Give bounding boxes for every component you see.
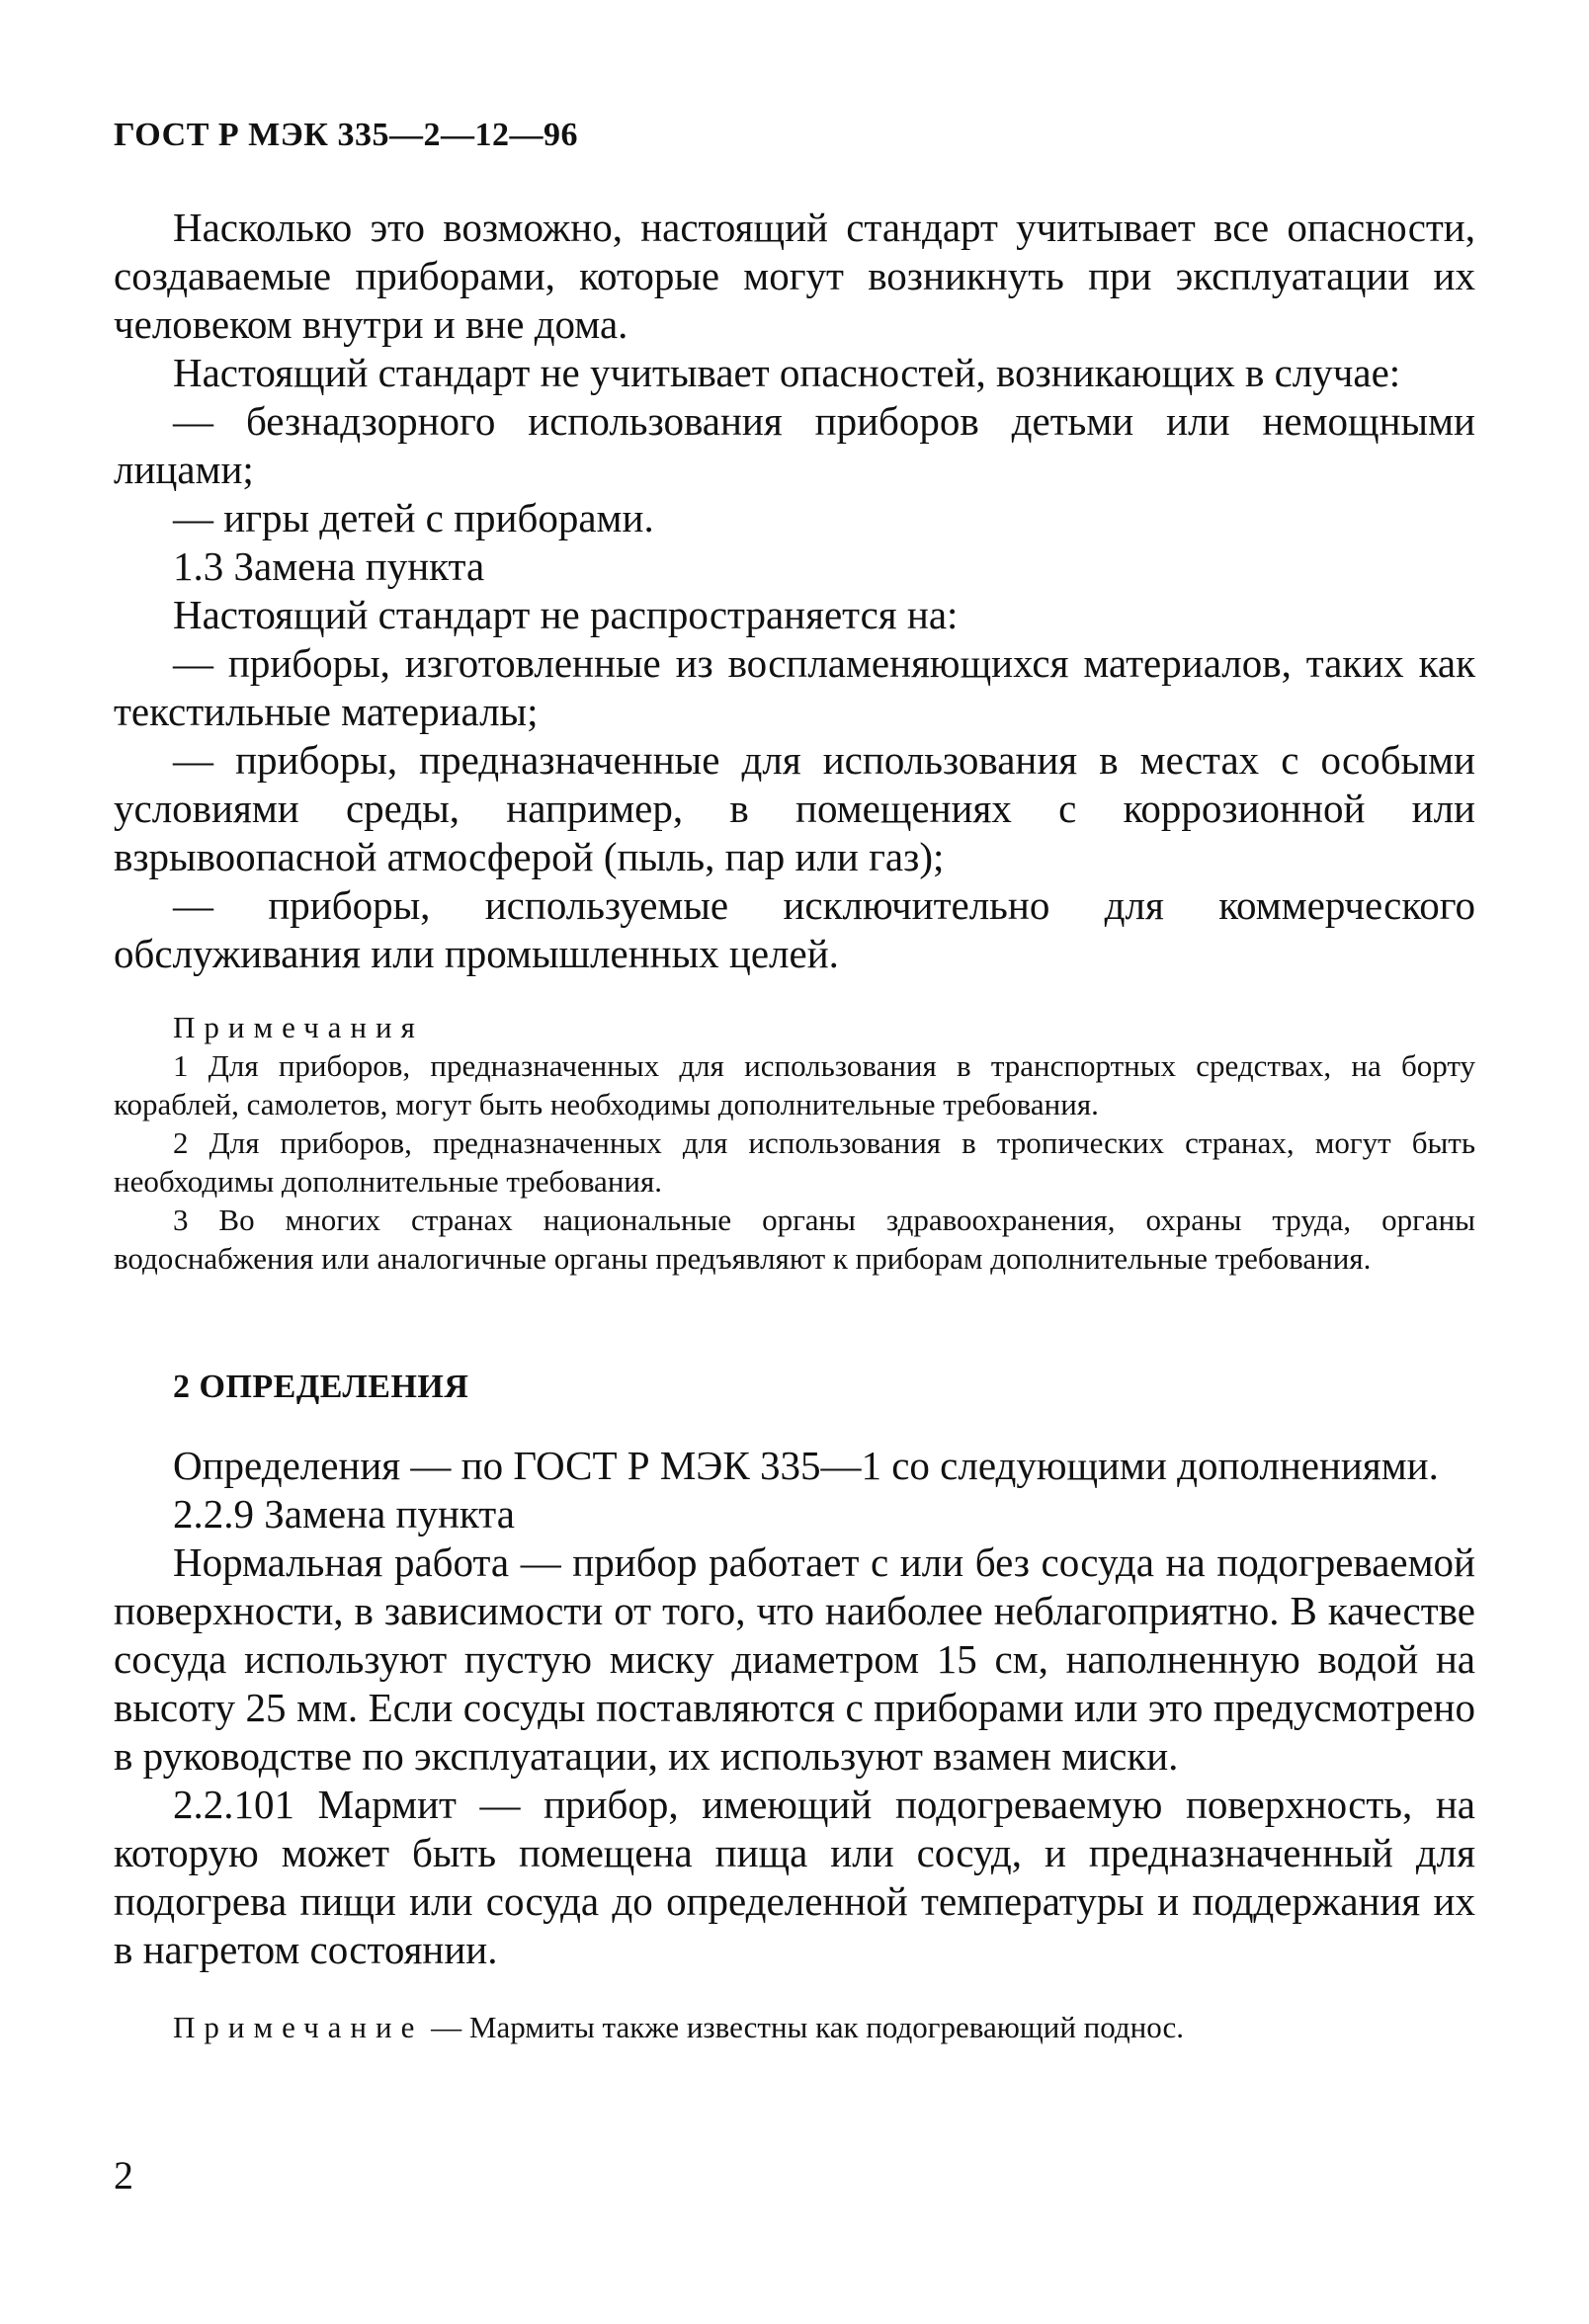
final-note xyxy=(173,2008,1475,2046)
paragraph: Нормальная работа — прибор работает с или без сосуда на подогреваемой поверхности, в зависимости от того, что наиболее неблагоприятно. В качестве сосуда используют пустую миску диаметром 15 см, наполненную водой на высоту 25 мм. Если сосуды поставляются с приборами или это предусмотрено в руководстве по эксплуатации, их используют взамен миски. xyxy=(114,1539,1475,1779)
paragraph: Настоящий стандарт не учитывает опасностей, возникающих в случае: xyxy=(173,350,1401,395)
note-item: 1 Для приборов, предназначенных для использования в транспортных средствах, на борту кораблей, самолетов, могут быть необходимы дополнительные требования. xyxy=(114,1048,1475,1121)
final-note-label: Примечание xyxy=(173,2010,424,2044)
definition-paragraph: 2.2.101 Мармит — прибор, имеющий подогреваемую поверхность, на которую может быть помещена пища или сосуд, и предназначенный для подогрева пищи или сосуда до определенной температуры и поддержания их в нагретом состоянии. xyxy=(114,1782,1475,1972)
final-note-text: — Мармиты также известны как подогревающий поднос. xyxy=(423,2010,1185,2044)
paragraph: Насколько это возможно, настоящий стандарт учитывает все опасности, создаваемые приборами, которые могут возникнуть при эксплуатации их человеком внутри и вне дома. xyxy=(114,205,1475,347)
paragraph: Определения — по ГОСТ Р МЭК 335—1 со следующими дополнениями. xyxy=(173,1443,1439,1488)
list-item: — приборы, предназначенные для использования в местах с особыми условиями среды, например, в помещениях с коррозионной или взрывоопасной атмосферой (пыль, пар или газ); xyxy=(114,737,1475,879)
notes-block xyxy=(114,1008,1475,1278)
document-header: ГОСТ Р МЭК 335—2—12—96 xyxy=(114,117,578,153)
list-item: — приборы, изготовленные из воспламеняющихся материалов, таких как текстильные материалы; xyxy=(114,640,1475,734)
clause-heading: 1.3 Замена пункта xyxy=(173,543,485,589)
section-heading: 2 ОПРЕДЕЛЕНИЯ xyxy=(173,1369,469,1405)
page-number: 2 xyxy=(114,2153,133,2198)
list-item: — приборы, используемые исключительно для коммерческого обслуживания или промышленных целей. xyxy=(114,882,1475,976)
clause-heading: 2.2.9 Замена пункта xyxy=(173,1491,515,1536)
list-item: — безнадзорного использования приборов детьми или немощными лицами; xyxy=(114,398,1475,492)
document-page xyxy=(114,117,1475,2046)
notes-title: Примечания xyxy=(173,1010,424,1044)
paragraph: Настоящий стандарт не распространяется на: xyxy=(173,592,959,637)
list-item: — игры детей с приборами. xyxy=(173,495,654,540)
note-item: 2 Для приборов, предназначенных для использования в тропических странах, могут быть необходимы дополнительные требования. xyxy=(114,1125,1475,1199)
note-item: 3 Во многих странах национальные органы здравоохранения, охраны труда, органы водоснабжения или аналогичные органы предъявляют к приборам дополнительные требования. xyxy=(114,1203,1475,1276)
